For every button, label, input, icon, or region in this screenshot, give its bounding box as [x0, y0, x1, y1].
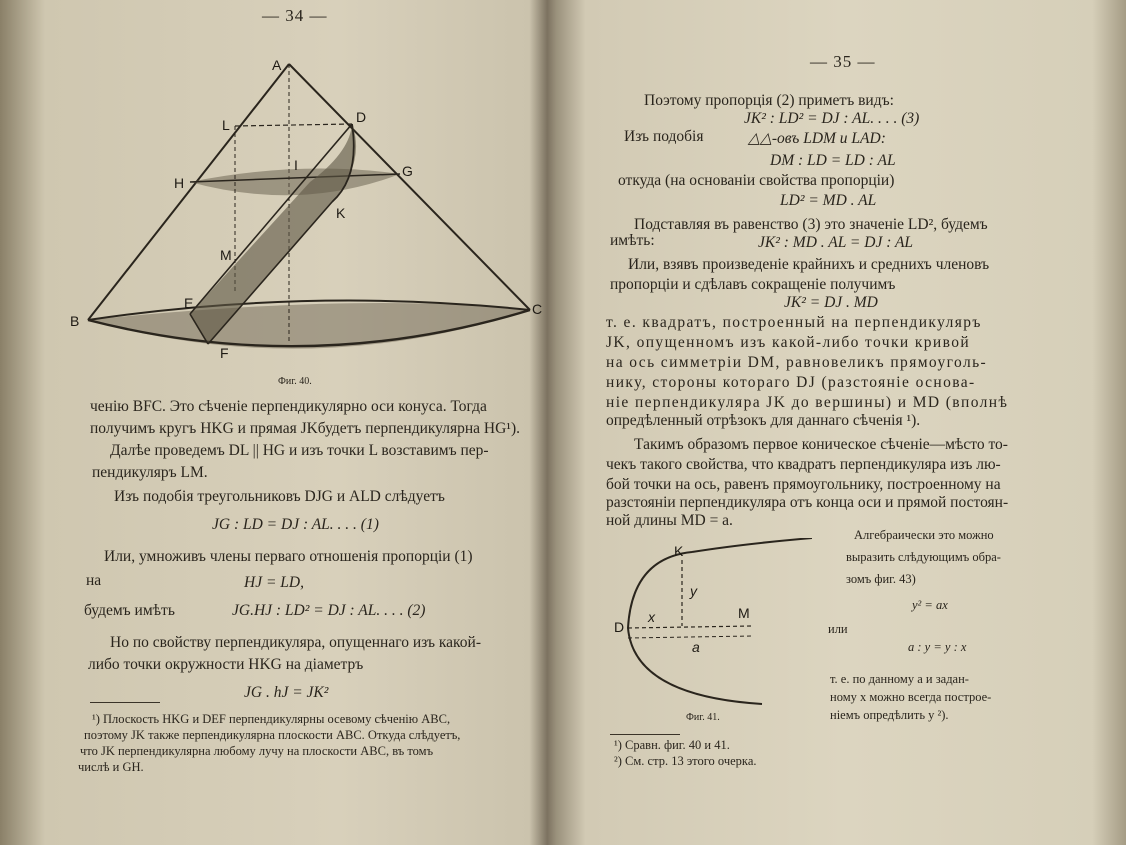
- text-line: Или, взявъ произведеніе крайнихъ и среднихъ членовъ: [628, 256, 990, 273]
- text-line: Изъ подобія треугольниковъ DJG и ALD слѣдуетъ: [114, 488, 445, 505]
- text-line: Такимъ образомъ первое коническое сѣченіе—мѣсто то-: [634, 436, 1008, 453]
- label-a: a: [692, 639, 700, 655]
- text-line: откуда (на основаніи свойства пропорціи): [618, 172, 895, 189]
- text-line: либо точки окружности HKG на діаметръ: [88, 656, 364, 673]
- right-page: [552, 0, 1126, 845]
- label-L: L: [222, 117, 230, 133]
- label-B: B: [70, 313, 80, 329]
- text-line: Или, умноживъ члены перваго отношенія пропорціи (1): [104, 548, 473, 565]
- text-line: на ось симметріи DM, равновеликъ прямоуголь-: [606, 354, 988, 371]
- cone-figure: [60, 52, 550, 362]
- equation: JK² : MD . AL = DJ : AL: [758, 234, 914, 251]
- equation: JG.HJ : LD² = DJ : AL. . . . (2): [232, 602, 426, 619]
- label-M: M: [220, 247, 232, 263]
- equation: a : y = y : x: [908, 640, 967, 654]
- text-line: JK, опущенномъ изъ какой-либо точки кривой: [606, 334, 971, 351]
- text-line: на: [86, 572, 102, 589]
- label-D: D: [614, 619, 625, 635]
- text-line: нику, стороны котораго DJ (разстояніе основа-: [606, 374, 976, 391]
- text-line: пендикуляръ LM.: [92, 464, 208, 481]
- label-G: G: [402, 163, 413, 179]
- text-line: пропорціи и сдѣлавъ сокращеніе получимъ: [610, 276, 896, 293]
- equation: JK² : LD² = DJ : AL. . . . (3): [744, 110, 920, 127]
- figure-caption: Фиг. 41.: [686, 712, 720, 723]
- text-line: имѣть:: [610, 232, 655, 249]
- footnote-line: ¹) Сравн. фиг. 40 и 41.: [614, 738, 730, 752]
- side-text: Алгебраически это можно: [854, 528, 994, 542]
- equation: JG . hJ = JK²: [244, 684, 329, 701]
- label-F: F: [220, 345, 229, 361]
- label-K: K: [674, 543, 684, 559]
- footnote-line: поэтому JK также перпендикулярна плоскости ABC. Откуда слѣдуетъ,: [84, 728, 461, 742]
- side-text: или: [828, 622, 848, 636]
- text-line: бой точки на ось, равенъ прямоугольнику, построенному на: [606, 476, 1001, 493]
- page-number: — 35 —: [810, 52, 876, 71]
- equation: JK² = DJ . MD: [784, 294, 878, 311]
- equation: HJ = LD,: [244, 574, 304, 591]
- side-text: ніемъ опредѣлить y ²).: [830, 708, 949, 722]
- label-x: x: [648, 609, 655, 625]
- label-E: E: [184, 295, 194, 311]
- label-y: y: [690, 583, 697, 599]
- label-D: D: [356, 109, 367, 125]
- footnote-rule: [90, 702, 160, 703]
- side-text: выразить слѣдующимъ обра-: [846, 550, 1001, 564]
- equation: JG : LD = DJ : AL. . . . (1): [212, 516, 379, 533]
- text-line: ніе перпендикуляра JK до вершины) и MD (вполнѣ: [606, 394, 1009, 411]
- side-text: ному x можно всегда построе-: [830, 690, 992, 704]
- label-M: M: [738, 605, 750, 621]
- label-K: K: [336, 205, 346, 221]
- equation: DM : LD = LD : AL: [770, 152, 896, 169]
- page-number: — 34 —: [262, 6, 328, 25]
- text-line: ченію BFC. Это сѣченіе перпендикулярно оси конуса. Тогда: [90, 398, 487, 415]
- equation: LD² = MD . AL: [780, 192, 877, 209]
- text-line: Поэтому пропорція (2) приметъ видъ:: [644, 92, 894, 109]
- footnote-line: что JK перпендикулярна любому лучу на плоскости ABC, въ томъ: [80, 744, 434, 758]
- text-line: будемъ имѣть: [84, 602, 175, 619]
- equation: △△-овъ LDM и LAD:: [748, 130, 886, 147]
- footnote-line: числѣ и GH.: [78, 760, 144, 774]
- footnote-line: ¹) Плоскость HKG и DEF перпендикулярны осевому сѣченію ABC,: [92, 712, 451, 726]
- text-line: разстояніи перпендикуляра отъ конца оси и прямой постоян-: [606, 494, 1009, 511]
- text-line: Подставляя въ равенство (3) это значеніе LD², будемъ: [634, 216, 988, 233]
- text-line: т. е. квадратъ, построенный на перпендикуляръ: [606, 314, 982, 331]
- equation: y² = ax: [912, 598, 948, 612]
- figure-caption: Фиг. 40.: [278, 376, 312, 387]
- text-line: получимъ кругъ HKG и прямая JKбудетъ перпендикулярна HG¹).: [90, 420, 520, 437]
- footnote-line: ²) См. стр. 13 этого очерка.: [614, 754, 757, 768]
- side-text: зомъ фиг. 43): [846, 572, 916, 586]
- label-H: H: [174, 175, 185, 191]
- text-line: Изъ подобія: [624, 128, 704, 145]
- footnote-rule: [610, 734, 680, 735]
- text-line: чекъ такого свойства, что квадратъ перпендикуляра изъ лю-: [606, 456, 1001, 473]
- parabola-figure: [612, 538, 812, 708]
- left-page: [0, 0, 548, 845]
- text-line: опредѣленный отрѣзокъ для даннаго сѣченія ¹).: [606, 412, 921, 429]
- text-line: Далѣе проведемъ DL || HG и изъ точки L возставимъ пер-: [110, 442, 489, 459]
- label-I: I: [294, 157, 298, 173]
- side-text: т. е. по данному a и задан-: [830, 672, 969, 686]
- label-A: A: [272, 57, 282, 73]
- text-line: Но по свойству перпендикуляра, опущеннаго изъ какой-: [110, 634, 481, 651]
- text-line: ной длины MD = a.: [606, 512, 733, 529]
- label-C: C: [532, 301, 543, 317]
